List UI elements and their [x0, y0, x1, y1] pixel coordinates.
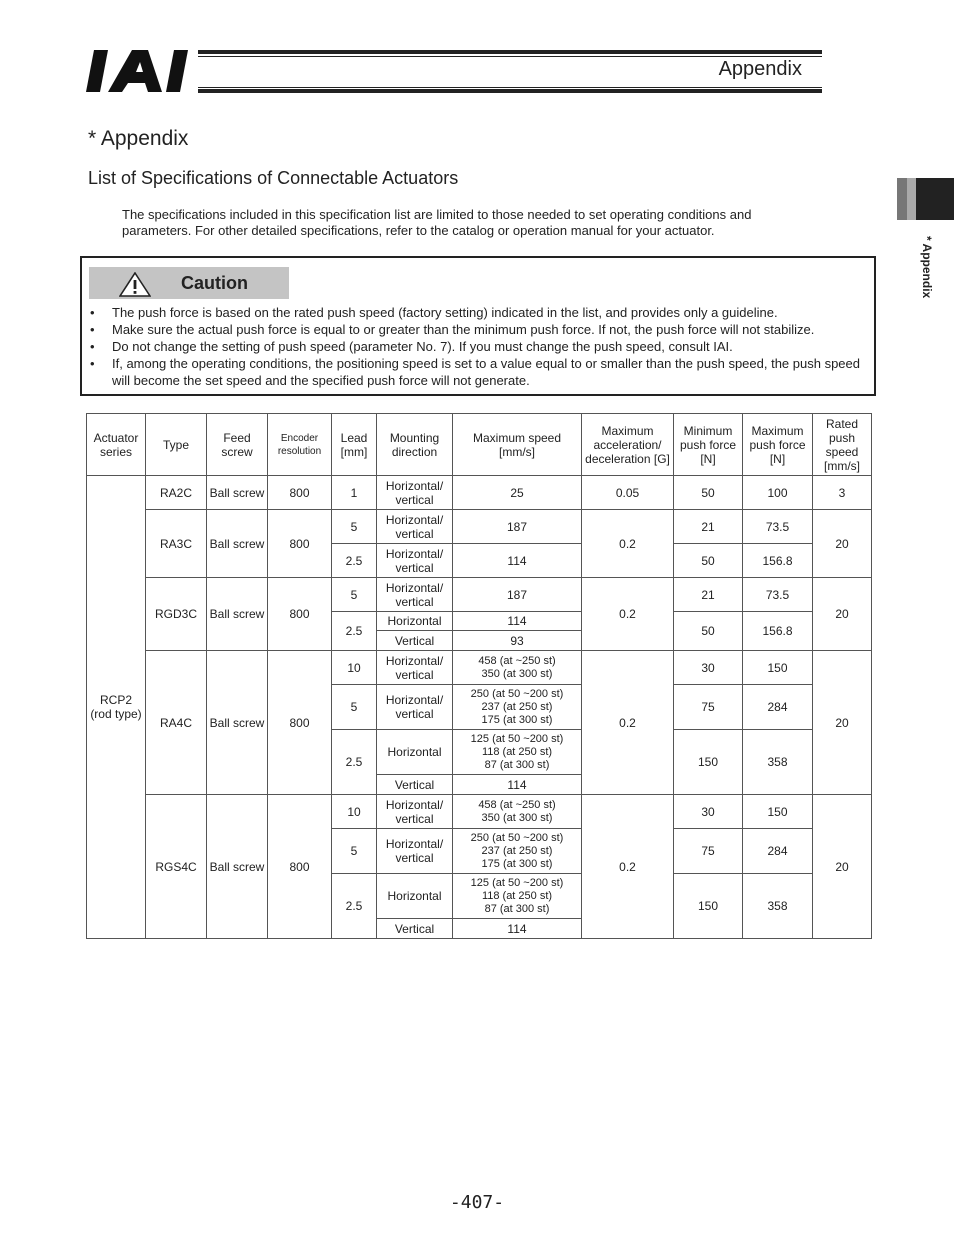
section-title: * Appendix	[88, 127, 189, 150]
type-cell: RA4C	[146, 651, 207, 795]
lead-cell: 2.5	[332, 730, 377, 795]
caution-box	[80, 256, 876, 396]
header-rule-top	[198, 50, 822, 54]
max-speed-cell: 114	[453, 544, 582, 578]
max-speed-cell: 114	[453, 775, 582, 795]
encoder-cell: 800	[268, 476, 332, 510]
page-number: -407-	[449, 1192, 505, 1213]
speed-line: 250 (at 50 ~200 st)	[470, 831, 564, 844]
lead-cell: 1	[332, 476, 377, 510]
mounting-cell: Horizontal/ vertical	[377, 544, 453, 578]
col-header: Mounting direction	[377, 414, 453, 476]
col-header: Rated push speed [mm/s]	[813, 414, 872, 476]
lead-cell: 2.5	[332, 874, 377, 939]
max-speed-cell: 93	[453, 631, 582, 651]
max-speed-cell: 187	[453, 578, 582, 612]
mounting-cell: Vertical	[377, 919, 453, 939]
min-push-cell: 150	[674, 730, 743, 795]
series-cell: RCP2 (rod type)	[87, 476, 146, 939]
accel-cell: 0.2	[582, 651, 674, 795]
feed-screw-cell: Ball screw	[207, 795, 268, 939]
max-speed-cell: 114	[453, 612, 582, 631]
accel-cell: 0.2	[582, 510, 674, 578]
feed-screw-cell: Ball screw	[207, 651, 268, 795]
max-push-cell: 73.5	[743, 578, 813, 612]
max-speed-cell	[453, 795, 582, 829]
type-cell: RA2C	[146, 476, 207, 510]
max-push-cell: 73.5	[743, 510, 813, 544]
max-push-cell: 156.8	[743, 544, 813, 578]
max-speed-cell	[453, 651, 582, 685]
lead-cell: 10	[332, 795, 377, 829]
speed-line: 87 (at 300 st)	[484, 758, 550, 771]
caution-label: Caution	[181, 273, 248, 293]
min-push-cell: 50	[674, 612, 743, 651]
iai-logo	[86, 50, 198, 94]
mounting-cell: Horizontal	[377, 874, 453, 919]
lead-cell: 2.5	[332, 612, 377, 651]
speed-line: 237 (at 250 st)	[481, 844, 553, 857]
caution-header	[89, 267, 289, 299]
warning-triangle-icon	[119, 272, 151, 297]
col-header: Encoder resolution	[268, 414, 332, 476]
speed-line: 237 (at 250 st)	[481, 700, 553, 713]
speed-line: 125 (at 50 ~200 st)	[470, 732, 564, 745]
mounting-cell: Horizontal/ vertical	[377, 476, 453, 510]
intro-paragraph: The specifications included in this specification list are limited to those needed to set operating conditions and parameters. For other detailed specifications, refer to the catalog or operation manual for your actuator.	[122, 207, 752, 238]
min-push-cell: 30	[674, 795, 743, 829]
caution-list	[112, 304, 870, 389]
col-header: Maximum push force [N]	[743, 414, 813, 476]
max-push-cell: 100	[743, 476, 813, 510]
page-subtitle: List of Specifications of Connectable Actuators	[88, 168, 459, 188]
rated-speed-cell: 20	[813, 651, 872, 795]
header-rule-top-thin	[198, 56, 822, 57]
accel-cell: 0.2	[582, 578, 674, 651]
col-header: Type	[146, 414, 207, 476]
min-push-cell: 21	[674, 578, 743, 612]
max-push-cell: 358	[743, 730, 813, 795]
speed-line: 350 (at 300 st)	[481, 811, 553, 824]
speed-line: 250 (at 50 ~200 st)	[470, 687, 564, 700]
max-push-cell: 358	[743, 874, 813, 939]
mounting-cell: Horizontal	[377, 730, 453, 775]
feed-screw-cell: Ball screw	[207, 476, 268, 510]
max-push-cell: 284	[743, 685, 813, 730]
caution-item: • Make sure the actual push force is equal to or greater than the minimum push force. If not, the push force will not stabilize.	[112, 321, 870, 338]
type-cell: RA3C	[146, 510, 207, 578]
col-header: Maximum acceleration/ deceleration [G]	[582, 414, 674, 476]
table-row	[87, 578, 872, 612]
speed-line: 118 (at 250 st)	[481, 745, 553, 758]
rated-speed-cell: 3	[813, 476, 872, 510]
col-header: Feed screw	[207, 414, 268, 476]
mounting-cell: Horizontal/ vertical	[377, 510, 453, 544]
table-row	[87, 795, 872, 829]
lead-cell: 2.5	[332, 544, 377, 578]
mounting-cell: Horizontal/ vertical	[377, 578, 453, 612]
mounting-cell: Horizontal/ vertical	[377, 829, 453, 874]
speed-line: 175 (at 300 st)	[481, 713, 553, 726]
mounting-cell: Vertical	[377, 631, 453, 651]
col-header: Maximum speed [mm/s]	[453, 414, 582, 476]
min-push-cell: 75	[674, 685, 743, 730]
lead-cell: 10	[332, 651, 377, 685]
rated-speed-cell: 20	[813, 510, 872, 578]
speed-line: 87 (at 300 st)	[484, 902, 550, 915]
accel-cell: 0.05	[582, 476, 674, 510]
rated-speed-cell: 20	[813, 795, 872, 939]
max-speed-cell	[453, 730, 582, 775]
max-speed-cell: 114	[453, 919, 582, 939]
table-row	[87, 510, 872, 544]
accel-cell: 0.2	[582, 795, 674, 939]
feed-screw-cell: Ball screw	[207, 578, 268, 651]
type-cell: RGS4C	[146, 795, 207, 939]
min-push-cell: 150	[674, 874, 743, 939]
max-speed-cell: 25	[453, 476, 582, 510]
speed-line: 458 (at ~250 st)	[478, 798, 556, 811]
side-tab-label: * Appendix	[920, 236, 934, 299]
caution-item: • The push force is based on the rated push speed (factory setting) indicated in the list, and provides only a guideline.	[112, 304, 870, 321]
caution-item: • Do not change the setting of push speed (parameter No. 7). If you must change the push speed, consult IAI.	[112, 338, 870, 355]
header-rule-bottom	[198, 89, 822, 93]
col-header: Actuator series	[87, 414, 146, 476]
speed-line: 175 (at 300 st)	[481, 857, 553, 870]
table-row	[87, 476, 872, 510]
min-push-cell: 30	[674, 651, 743, 685]
min-push-cell: 50	[674, 476, 743, 510]
min-push-cell: 75	[674, 829, 743, 874]
speed-line: 125 (at 50 ~200 st)	[470, 876, 564, 889]
max-push-cell: 156.8	[743, 612, 813, 651]
max-speed-cell	[453, 685, 582, 730]
max-speed-cell	[453, 874, 582, 919]
max-push-cell: 150	[743, 651, 813, 685]
encoder-cell: 800	[268, 651, 332, 795]
table-header-row	[87, 414, 872, 476]
table-row	[87, 651, 872, 685]
max-push-cell: 150	[743, 795, 813, 829]
mounting-cell: Vertical	[377, 775, 453, 795]
col-header: Minimum push force [N]	[674, 414, 743, 476]
encoder-cell: 800	[268, 510, 332, 578]
mounting-cell: Horizontal/ vertical	[377, 685, 453, 730]
min-push-cell: 50	[674, 544, 743, 578]
lead-cell: 5	[332, 685, 377, 730]
encoder-cell: 800	[268, 795, 332, 939]
speed-line: 118 (at 250 st)	[481, 889, 553, 902]
lead-cell: 5	[332, 510, 377, 544]
min-push-cell: 21	[674, 510, 743, 544]
max-speed-cell	[453, 829, 582, 874]
header-section-title: Appendix	[718, 58, 802, 80]
type-cell: RGD3C	[146, 578, 207, 651]
lead-cell: 5	[332, 578, 377, 612]
mounting-cell: Horizontal/ vertical	[377, 795, 453, 829]
rated-speed-cell: 20	[813, 578, 872, 651]
side-tab-marker	[897, 178, 954, 220]
spec-table	[86, 413, 872, 939]
speed-line: 350 (at 300 st)	[481, 667, 553, 680]
col-header: Lead [mm]	[332, 414, 377, 476]
lead-cell: 5	[332, 829, 377, 874]
encoder-cell: 800	[268, 578, 332, 651]
max-push-cell: 284	[743, 829, 813, 874]
mounting-cell: Horizontal/ vertical	[377, 651, 453, 685]
mounting-cell: Horizontal	[377, 612, 453, 631]
speed-line: 458 (at ~250 st)	[478, 654, 556, 667]
header-rule-bottom-thin	[198, 87, 822, 88]
feed-screw-cell: Ball screw	[207, 510, 268, 578]
caution-item: • If, among the operating conditions, the positioning speed is set to a value equal to or smaller than the push speed, the push speed will become the set speed and the specified push force will not generate.	[112, 355, 870, 389]
max-speed-cell: 187	[453, 510, 582, 544]
